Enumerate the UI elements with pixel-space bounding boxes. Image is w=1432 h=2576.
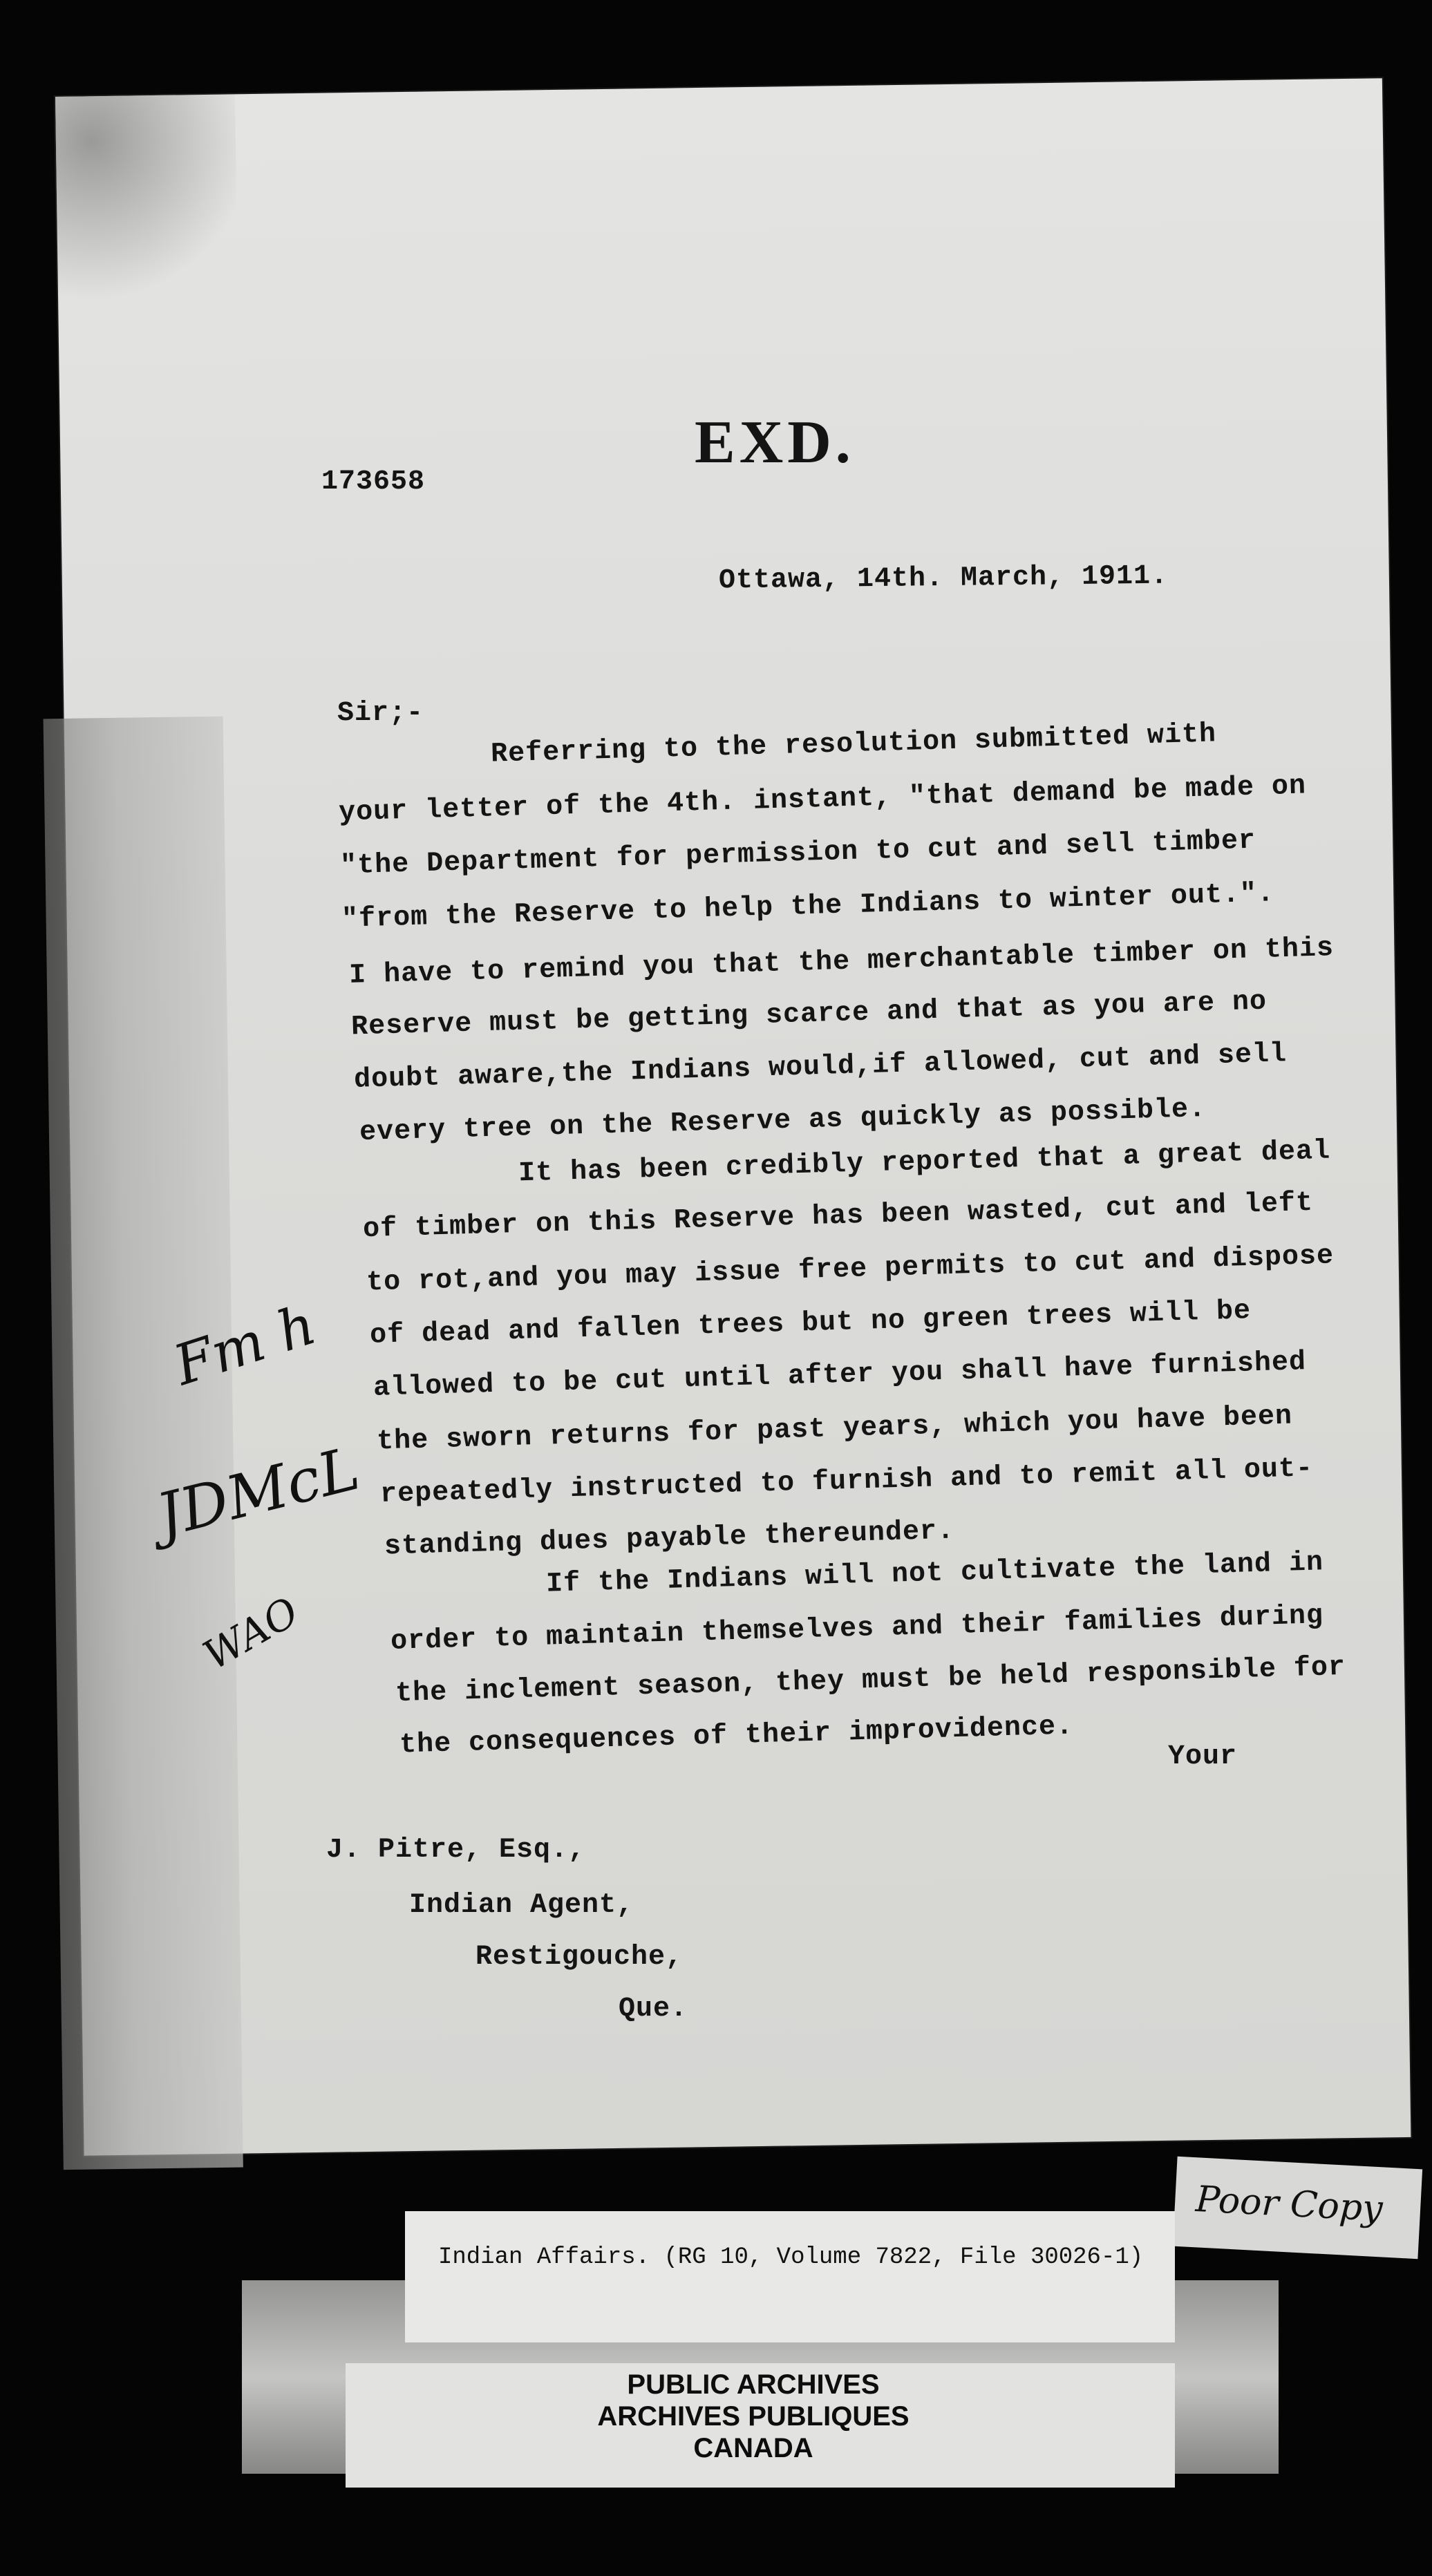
body-line: It has been credibly reported that a great deal — [518, 1135, 1331, 1190]
body-line: If the Indians will not cultivate the land in — [545, 1547, 1324, 1600]
body-line: standing dues payable thereunder. — [384, 1515, 955, 1563]
body-line: the inclement season, they must be held responsible for — [395, 1651, 1346, 1710]
body-line: repeatedly instructed to furnish and to remit all out- — [379, 1453, 1314, 1510]
body-line: doubt aware,the Indians would,if allowed, cut and sell — [353, 1039, 1288, 1096]
body-line: Referring to the resolution submitted with — [490, 719, 1217, 770]
archive-reference: Indian Affairs. (RG 10, Volume 7822, File 30026-1) — [438, 2244, 1144, 2271]
archive-stamp — [539, 2369, 968, 2464]
body-line: to rot,and you may issue free permits to cut and dispose — [366, 1240, 1335, 1299]
page-corner-wear — [55, 94, 238, 318]
addressee-title: Indian Agent, — [409, 1890, 634, 1921]
body-line: "the Department for permission to cut and sell timber — [339, 825, 1256, 882]
archive-stamp-line: ARCHIVES PUBLIQUES — [597, 2401, 910, 2432]
body-line: of timber on this Reserve has been wasted, cut and left — [362, 1187, 1314, 1246]
body-line: of dead and fallen trees but no green trees will be — [369, 1296, 1252, 1352]
archive-reference-card — [405, 2211, 1175, 2342]
handwritten-initials: WAO — [195, 1588, 307, 1679]
handwritten-initials: Fm h — [166, 1292, 323, 1398]
date-line: Ottawa, 14th. March, 1911. — [718, 560, 1169, 597]
poor-copy-note: Poor Copy — [1194, 2178, 1384, 2231]
body-line: allowed to be cut until after you shall have furnished — [373, 1347, 1307, 1404]
archive-stamp-line: PUBLIC ARCHIVES — [627, 2369, 880, 2400]
body-line: the consequences of their improvidence. — [399, 1711, 1074, 1761]
file-number: 173658 — [321, 466, 426, 498]
page-fold-shadow — [44, 717, 243, 2170]
body-line: every tree on the Reserve as quickly as possible. — [359, 1093, 1207, 1149]
exd-stamp: EXD. — [695, 409, 855, 476]
addressee-province: Que. — [619, 1993, 688, 2025]
body-line: the sworn returns for past years, which you have been — [376, 1401, 1293, 1458]
addressee-name: J. Pitre, Esq., — [326, 1835, 586, 1866]
body-line: I have to remind you that the merchantable timber on this — [348, 933, 1335, 992]
handwritten-initials: JDMcL — [150, 1434, 366, 1551]
body-line: your letter of the 4th. instant, "that demand be made on — [338, 770, 1307, 829]
body-line: "from the Reserve to help the Indians to winter out.". — [341, 878, 1275, 936]
archive-stamp-line: CANADA — [693, 2433, 813, 2463]
body-line: order to maintain themselves and their families during — [390, 1600, 1324, 1658]
salutation: Sir;- — [337, 698, 424, 729]
closing: Your — [1168, 1741, 1238, 1772]
addressee-place: Restigouche, — [475, 1942, 684, 1973]
body-line: Reserve must be getting scarce and that as you are no — [350, 986, 1268, 1043]
